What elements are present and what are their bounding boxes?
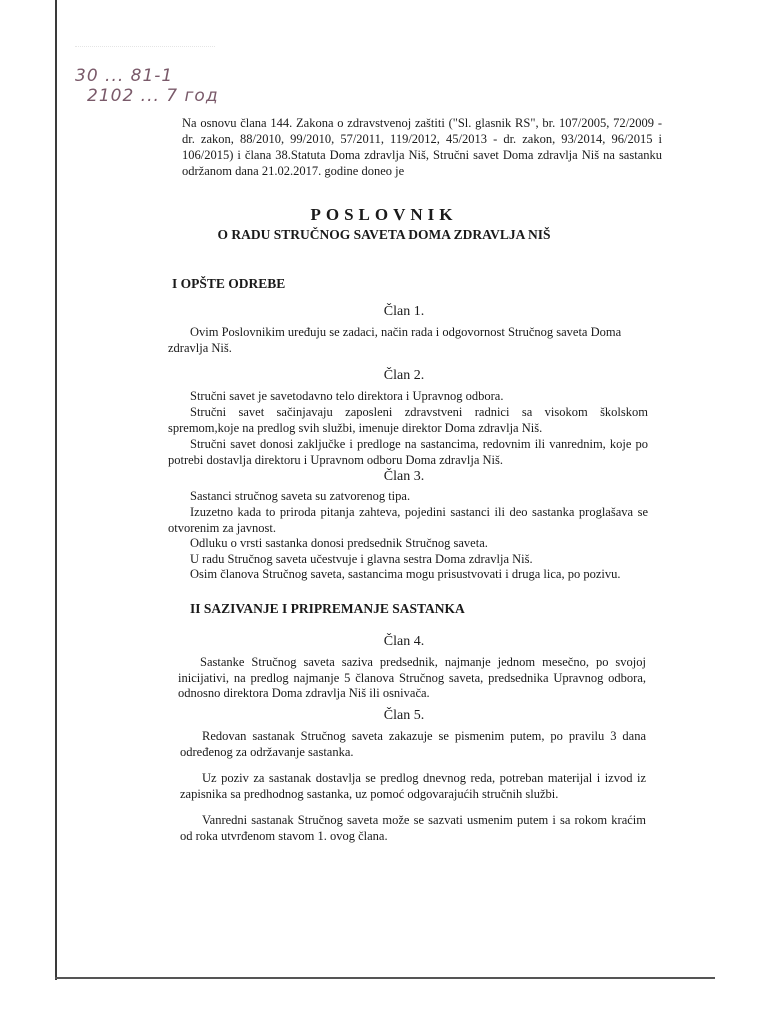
clan-2-heading: Član 2. (383, 368, 425, 383)
section-heading-2: II SAZIVANJE I PRIPREMANJE SASTANKA (190, 601, 465, 616)
intro-paragraph: Na osnovu člana 144. Zakona o zdravstvenoj zaštiti ("Sl. glasnik RS", br. 107/2005, 72/2009 - dr. zakon, 88/2010, 99/2010, 57/2011, 119/2012, 45/2013 - dr. zakon, 93/2014, 96/2015 i 106/2015) i člana 38.Statuta Doma zdravlja Niš, Stručni savet Doma zdravlja Niš na sastanku održanom dana 21.02.2017. godine doneo je (182, 116, 662, 178)
clan-2-paragraph-2: Stručni savet sačinjavaju zaposleni zdravstveni radnici sa visokom školskom spremom,koje na predlog svih službi, imenuje direktor Doma zdravlja Niš. (168, 405, 648, 435)
clan-4-heading: Član 4. (383, 634, 425, 649)
clan-2-paragraph-3: Stručni savet donosi zaključke i predloge na sastancima, redovnim ili vanrednim, koje po potrebi dostavlja direktoru i Upravnom odboru Doma zdravlja Niš. (168, 437, 648, 467)
page-edge-bottom (55, 977, 715, 979)
clan-5-paragraph-1: Redovan sastanak Stručnog saveta zakazuje se pismenim putem, po pravilu 3 dana određenog za održavanje sastanka. (180, 729, 646, 759)
clan-3-paragraph-3: Odluku o vrsti sastanka donosi predsednik Stručnog saveta. (190, 536, 488, 550)
clan-3-paragraph-4: U radu Stručnog saveta učestvuje i glavna sestra Doma zdravlja Niš. (190, 552, 533, 566)
clan-3-heading: Član 3. (383, 469, 425, 484)
clan-3-paragraph-2: Izuzetno kada to priroda pitanja zahteva, pojedini sastanci ili deo sastanka proglašava se otvorenim za javnost. (168, 505, 648, 535)
clan-2-paragraph-1: Stručni savet je savetodavno telo direktora i Upravnog odbora. (190, 389, 504, 403)
clan-4-paragraph-1: Sastanke Stručnog saveta saziva predsednik, najmanje jednom mesečno, po svojoj inicijativi, na predlog najmanje 5 članova Stručnog saveta, predsednika Upravnog odbora, odnosno direktora Doma zdravlja Niš ili osnivača. (178, 655, 646, 700)
clan-1-heading: Član 1. (383, 304, 425, 319)
document-title: POSLOVNIK (310, 205, 458, 224)
clan-1-paragraph-1: Ovim Poslovnikim uređuju se zadaci, način rada i odgovornost Stručnog saveta Doma zdravlja Niš. (168, 325, 622, 355)
page-edge-left (55, 0, 57, 980)
registration-stamp (75, 66, 255, 116)
stamp-faint-line (75, 46, 215, 61)
stamp-line-2: 2102 ... 7 год (87, 86, 219, 106)
clan-3-paragraph-1: Sastanci stručnog saveta su zatvorenog tipa. (190, 489, 411, 503)
stamp-line-1: 30 ... 81-1 (75, 66, 174, 86)
clan-3-paragraph-5: Osim članova Stručnog saveta, sastancima mogu prisustvovati i druga lica, po pozivu. (190, 567, 621, 581)
document-subtitle: O RADU STRUČNOG SAVETA DOMA ZDRAVLJA NIŠ (217, 227, 551, 242)
section-heading-1: I OPŠTE ODREBE (172, 276, 286, 291)
clan-5-paragraph-2: Uz poziv za sastanak dostavlja se predlog dnevnog reda, potreban materijal i izvod iz zapisnika sa predhodnog sastanka, uz pomoć odgovarajućih stručnih službi. (180, 771, 646, 801)
clan-5-heading: Član 5. (383, 708, 425, 723)
clan-5-paragraph-3: Vanredni sastanak Stručnog saveta može se sazvati usmenim putem i sa rokom kraćim od roka utvrđenom stavom 1. ovog člana. (180, 813, 646, 843)
